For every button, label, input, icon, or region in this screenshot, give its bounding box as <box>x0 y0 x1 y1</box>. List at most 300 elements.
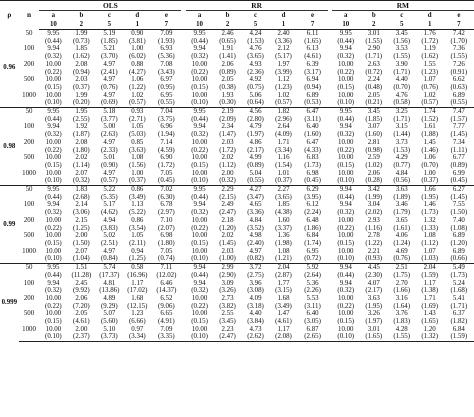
standard-error-cell: (2.51) <box>101 239 118 247</box>
estimate-cell: 9.94 <box>47 201 60 209</box>
standard-error-cell: (0.69) <box>101 99 118 107</box>
estimate-cell: 9.95 <box>39 186 67 194</box>
table-row-standard-errors <box>0 99 474 107</box>
estimate-cell: 6.46 <box>160 279 173 287</box>
n-value: 200 <box>23 216 35 224</box>
estimate-cell: 4.97 <box>103 91 116 99</box>
standard-error-cell: (0.10) <box>337 99 355 107</box>
estimate-cell: 0.93 <box>123 108 151 116</box>
standard-error-cell: (0.91) <box>450 68 468 76</box>
standard-error-cell: (1.61) <box>393 224 411 232</box>
standard-error-cell: (0.20) <box>73 99 90 107</box>
standard-error-cell: (1.56) <box>129 161 146 169</box>
standard-error-cell: (0.44) <box>337 271 355 279</box>
standard-error-cell: (1.22) <box>365 239 383 247</box>
standard-error-cell: (0.10) <box>191 177 208 185</box>
estimate-cell: 10.00 <box>191 294 208 302</box>
estimate-cell: 2.00 <box>75 232 88 240</box>
standard-error-cell: (0.38) <box>219 83 236 91</box>
estimate-cell: 6.13 <box>306 45 319 53</box>
estimate-cell: 1.06 <box>131 76 144 84</box>
estimate-cell: 1.19 <box>423 45 436 53</box>
column-letter-rm: b <box>371 11 376 19</box>
estimate-cell: 4.94 <box>103 216 116 224</box>
n-value: 100 <box>23 201 35 209</box>
estimate-cell: 0.90 <box>131 30 144 37</box>
standard-error-cell: (3.95) <box>304 193 321 201</box>
standard-error-cell: (17.37) <box>99 271 120 279</box>
estimate-cell: 3.42 <box>360 186 388 194</box>
estimate-cell: 3.63 <box>367 294 380 302</box>
standard-error-cell: (0.32) <box>191 131 208 139</box>
standard-error-cell: (0.37) <box>421 177 439 185</box>
standard-error-cell: (1.59) <box>444 333 474 341</box>
standard-error-cell: (1.45) <box>219 239 236 247</box>
standard-error-cell: (0.44) <box>191 115 208 123</box>
column-true-value-rr: 7 <box>298 20 328 30</box>
estimate-cell: 1.05 <box>131 123 144 131</box>
standard-error-cell: (9.06) <box>158 302 175 310</box>
estimate-cell: 10.00 <box>191 216 208 224</box>
standard-error-cell: (1.11) <box>450 146 468 154</box>
table-row-estimates <box>0 232 474 240</box>
estimate-cell: 2.12 <box>277 45 290 53</box>
n-value-spacer <box>19 131 40 139</box>
n-value: 500 <box>23 232 35 240</box>
standard-error-cell: (0.94) <box>73 68 90 76</box>
estimate-cell: 10.00 <box>45 169 62 177</box>
standard-error-cell: (1.73) <box>304 161 321 169</box>
standard-error-cell: (0.48) <box>365 83 383 91</box>
estimate-cell: 1.76 <box>423 30 436 37</box>
n-value: 200 <box>23 60 35 68</box>
estimate-cell: 2.49 <box>221 201 234 209</box>
table-row-estimates <box>0 186 474 194</box>
estimate-cell: 4.73 <box>249 325 262 333</box>
table-row-estimates <box>0 139 474 147</box>
estimate-cell: 7.05 <box>160 169 173 177</box>
n-value-spacer <box>19 240 40 248</box>
estimate-cell: 4.97 <box>103 60 116 68</box>
estimate-cell: 1.06 <box>423 154 436 162</box>
standard-error-cell: (4.61) <box>73 318 90 326</box>
estimate-cell: 6.65 <box>160 310 173 318</box>
standard-error-cell: (0.32) <box>219 177 236 185</box>
standard-error-cell: (1.62) <box>421 53 439 61</box>
standard-error-cell: (0.22) <box>45 146 62 154</box>
estimate-cell: 4.29 <box>395 154 408 162</box>
column-letter-ols: b <box>79 11 84 19</box>
column-letter-rm: d <box>427 11 432 19</box>
standard-error-cell: (3.77) <box>101 115 118 123</box>
estimate-cell: 4.24 <box>249 30 262 37</box>
n-header: n <box>19 1 40 30</box>
table-row-standard-errors <box>0 84 474 92</box>
standard-error-cell: (0.32) <box>45 53 62 61</box>
estimate-cell: 6.48 <box>306 216 319 224</box>
standard-error-cell: (5.36) <box>158 53 175 61</box>
standard-error-cell: (1.16) <box>365 224 383 232</box>
standard-error-cell: (2.09) <box>219 115 236 123</box>
standard-error-cell: (2.33) <box>101 146 118 154</box>
standard-error-cell: (0.76) <box>421 83 439 91</box>
standard-error-cell: (1.55) <box>393 53 411 61</box>
group-header-rm: RM <box>332 1 474 11</box>
estimate-cell: 10.00 <box>191 325 208 333</box>
standard-error-cell: (9.92) <box>73 287 90 295</box>
estimate-cell: 10.00 <box>338 60 354 68</box>
standard-error-cell: (0.72) <box>365 68 383 76</box>
standard-error-cell: (4.33) <box>304 146 321 154</box>
n-value: 500 <box>23 76 35 84</box>
column-true-value-rm: 5 <box>388 20 416 30</box>
standard-error-cell: (2.47) <box>214 333 242 341</box>
rho-value: 0.96 <box>3 64 16 72</box>
standard-error-cell: (2.87) <box>275 271 292 279</box>
standard-error-cell: (3.49) <box>275 302 292 310</box>
estimate-cell: 9.94 <box>186 264 214 272</box>
table-row-estimates <box>0 248 474 256</box>
standard-error-cell: (1.73) <box>421 209 439 217</box>
table-row-standard-errors <box>0 255 474 263</box>
standard-error-cell: (1.94) <box>158 131 175 139</box>
standard-error-cell: (1.14) <box>73 161 90 169</box>
standard-error-cell: (4.61) <box>275 318 292 326</box>
estimate-cell: 10.00 <box>338 294 354 302</box>
table-row-standard-errors <box>0 177 474 185</box>
standard-error-cell: (0.32) <box>45 131 62 139</box>
table-row-standard-errors <box>0 53 474 61</box>
standard-error-cell: (3.63) <box>129 146 146 154</box>
estimate-cell: 3.01 <box>367 325 380 333</box>
estimate-cell: 2.23 <box>221 325 234 333</box>
estimate-cell: 2.05 <box>367 91 380 99</box>
standard-error-cell: (0.89) <box>247 161 264 169</box>
standard-error-cell: (1.99) <box>365 193 383 201</box>
n-value: 500 <box>23 310 35 318</box>
standard-error-cell: (1.72) <box>158 161 175 169</box>
estimate-cell: 5.49 <box>444 264 474 272</box>
table-row-estimates <box>0 92 474 100</box>
estimate-cell: 6.47 <box>306 138 319 146</box>
column-letter-rm: a <box>344 11 348 19</box>
standard-error-cell: (1.32) <box>416 333 444 341</box>
standard-error-cell: (0.32) <box>73 177 90 185</box>
estimate-cell: 1.17 <box>277 325 290 333</box>
standard-error-cell: (0.22) <box>191 68 208 76</box>
estimate-cell: 1.02 <box>423 91 436 99</box>
standard-error-cell: (1.87) <box>73 131 90 139</box>
standard-error-cell: (3.35) <box>151 333 181 341</box>
standard-error-cell: (2.24) <box>304 209 321 217</box>
estimate-cell: 4.07 <box>367 279 380 287</box>
estimate-cell: 9.94 <box>47 123 60 131</box>
estimate-cell: 9.94 <box>193 279 206 287</box>
standard-error-cell: (12.02) <box>156 271 177 279</box>
estimate-cell: 6.62 <box>452 76 465 84</box>
estimate-cell: 5.24 <box>452 279 465 287</box>
standard-error-cell: (2.17) <box>247 146 264 154</box>
standard-error-cell: (2.71) <box>129 115 146 123</box>
standard-error-cell: (0.32) <box>191 53 208 61</box>
standard-error-cell: (1.71) <box>393 115 411 123</box>
estimate-cell: 10.00 <box>338 76 354 84</box>
standard-error-cell: (1.70) <box>450 37 468 45</box>
estimate-cell: 1.08 <box>423 232 436 240</box>
n-value-spacer <box>19 84 40 92</box>
estimate-cell: 9.95 <box>39 264 67 272</box>
estimate-cell: 10.00 <box>191 247 208 255</box>
standard-error-cell: (0.57) <box>275 99 292 107</box>
estimate-cell: 6.87 <box>306 325 319 333</box>
standard-error-cell: (1.45) <box>450 193 468 201</box>
n-value: 100 <box>23 45 35 53</box>
standard-error-cell: (1.97) <box>247 131 264 139</box>
standard-error-cell: (3.34) <box>123 333 151 341</box>
table-row-estimates <box>0 264 474 272</box>
estimate-cell: 7.55 <box>452 201 465 209</box>
estimate-cell: 4.97 <box>249 247 262 255</box>
standard-error-cell: (2.97) <box>158 209 175 217</box>
standard-error-cell: (0.32) <box>337 53 355 61</box>
standard-error-cell: (9.29) <box>101 302 118 310</box>
table-row-estimates <box>0 326 474 334</box>
estimate-cell: 1.20 <box>423 325 436 333</box>
standard-error-cell: (5.22) <box>129 209 146 217</box>
estimate-cell: 5.74 <box>95 264 123 272</box>
standard-error-cell: (0.32) <box>191 287 208 295</box>
estimate-cell: 10.00 <box>191 232 208 240</box>
standard-error-cell: (0.10) <box>186 333 214 341</box>
estimate-cell: 4.97 <box>103 169 116 177</box>
table-row-standard-errors <box>0 147 474 155</box>
standard-error-cell: (0.15) <box>191 318 208 326</box>
standard-error-cell: (1.93) <box>158 37 175 45</box>
n-value: 200 <box>23 294 35 302</box>
standard-error-cell: (2.41) <box>101 68 118 76</box>
estimate-cell: 1.77 <box>277 279 290 287</box>
standard-error-cell: (1.95) <box>365 302 383 310</box>
standard-error-cell: (3.83) <box>101 224 118 232</box>
standard-error-cell: (3.73) <box>95 333 123 341</box>
estimate-cell: 5.92 <box>298 264 328 272</box>
estimate-cell: 2.46 <box>221 30 234 37</box>
estimate-cell: 7.40 <box>452 216 465 224</box>
rho-value: 0.98 <box>0 108 19 186</box>
estimate-cell: 4.97 <box>103 247 116 255</box>
standard-error-cell: (1.56) <box>393 37 411 45</box>
standard-error-cell: (14.37) <box>156 287 177 295</box>
standard-error-cell: (2.68) <box>73 193 90 201</box>
standard-error-cell: (0.15) <box>45 318 62 326</box>
standard-error-cell: (1.04) <box>73 255 90 263</box>
estimate-cell: 1.93 <box>221 91 234 99</box>
standard-error-cell: (3.81) <box>129 37 146 45</box>
estimate-cell: 0.86 <box>123 186 151 194</box>
estimate-cell: 2.21 <box>367 247 380 255</box>
estimate-cell: 6.98 <box>306 169 319 177</box>
estimate-cell: 10.00 <box>191 76 208 84</box>
table-row-standard-errors <box>0 162 474 170</box>
estimate-cell: 1.16 <box>277 154 290 162</box>
estimate-cell: 2.40 <box>277 30 290 37</box>
standard-error-cell: (0.72) <box>304 255 321 263</box>
table-row-standard-errors <box>0 131 474 139</box>
standard-error-cell: (3.43) <box>158 68 175 76</box>
estimate-cell: 4.84 <box>395 169 408 177</box>
estimate-cell: 2.34 <box>221 123 234 131</box>
estimate-cell: 9.94 <box>193 123 206 131</box>
standard-error-cell: (0.15) <box>45 239 62 247</box>
standard-error-cell: (0.98) <box>365 146 383 154</box>
column-letter-ols: c <box>107 11 111 19</box>
estimate-cell: 0.58 <box>123 264 151 272</box>
standard-error-cell: (1.60) <box>304 131 321 139</box>
estimate-cell: 10.00 <box>338 216 354 224</box>
column-letter-rm: c <box>400 11 404 19</box>
column-true-value-rm: 2 <box>360 20 388 30</box>
standard-error-cell: (0.57) <box>101 177 118 185</box>
estimate-cell: 10.00 <box>338 247 354 255</box>
table-row-standard-errors <box>0 116 474 124</box>
standard-error-cell: (0.44) <box>45 271 62 279</box>
estimate-cell: 10.00 <box>45 76 62 84</box>
subcolumn-values-row <box>0 20 474 30</box>
estimate-cell: 6.89 <box>452 247 465 255</box>
standard-error-cell: (1.98) <box>275 239 292 247</box>
estimate-cell: 0.94 <box>131 247 144 255</box>
standard-error-cell: (1.55) <box>450 53 468 61</box>
estimate-cell: 4.98 <box>249 232 262 240</box>
column-letter-rr: a <box>197 11 202 19</box>
estimate-cell: 2.64 <box>277 123 290 131</box>
estimate-cell: 2.07 <box>75 169 88 177</box>
standard-error-cell: (3.45) <box>219 318 236 326</box>
standard-error-cell: (2.75) <box>247 271 264 279</box>
standard-error-cell: (0.74) <box>158 255 175 263</box>
standard-error-cell: (1.71) <box>393 68 411 76</box>
standard-error-cell: (0.10) <box>45 99 62 107</box>
estimate-cell: 7.05 <box>160 247 173 255</box>
estimate-cell: 2.02 <box>75 154 88 162</box>
estimate-cell: 6.97 <box>160 76 173 84</box>
column-true-value-rr: 5 <box>242 20 270 30</box>
standard-error-cell: (3.36) <box>247 209 264 217</box>
estimate-cell: 3.45 <box>395 30 408 37</box>
estimate-cell: 5.22 <box>95 186 123 194</box>
estimate-cell: 1.51 <box>67 264 95 272</box>
estimate-cell: 3.53 <box>395 45 408 53</box>
n-value-spacer <box>19 255 40 263</box>
standard-error-cell: (3.34) <box>275 146 292 154</box>
estimate-cell: 6.40 <box>306 310 319 318</box>
standard-error-cell: (2.17) <box>365 287 383 295</box>
estimate-cell: 1.13 <box>131 201 144 209</box>
column-letter-ols: a <box>51 11 56 19</box>
standard-error-cell: (2.02) <box>365 209 383 217</box>
standard-error-cell: (3.37) <box>275 224 292 232</box>
standard-error-cell: (5.35) <box>101 193 118 201</box>
standard-error-cell: (4.91) <box>158 318 175 326</box>
estimate-cell: 4.45 <box>360 264 388 272</box>
standard-error-cell: (0.45) <box>158 177 175 185</box>
estimate-cell: 4.99 <box>249 154 262 162</box>
estimate-cell: 10.00 <box>191 138 208 146</box>
estimate-cell: 3.76 <box>395 310 408 318</box>
estimate-cell: 7.11 <box>151 264 181 272</box>
standard-error-cell: (1.21) <box>275 255 292 263</box>
estimate-cell: 4.65 <box>249 201 262 209</box>
column-true-value-ols: 1 <box>123 20 151 30</box>
estimate-cell: 2.06 <box>75 294 88 302</box>
standard-error-cell: (5.60) <box>101 318 118 326</box>
estimate-cell: 10.00 <box>338 138 354 146</box>
estimate-cell: 5.21 <box>103 45 116 53</box>
estimate-cell: 1.07 <box>423 247 436 255</box>
estimate-cell: 10.00 <box>45 232 62 240</box>
standard-error-cell: (1.80) <box>158 239 175 247</box>
estimate-cell: 6.52 <box>160 294 173 302</box>
estimate-cell: 1.74 <box>416 108 444 116</box>
n-value-spacer <box>19 287 40 295</box>
estimate-cell: 10.00 <box>45 325 62 333</box>
estimate-cell: 2.99 <box>214 264 242 272</box>
table-row-estimates <box>0 295 474 303</box>
estimate-cell: 7.34 <box>452 138 465 146</box>
standard-error-cell: (0.22) <box>337 224 355 232</box>
estimate-cell: 6.96 <box>160 123 173 131</box>
estimate-cell: 1.91 <box>221 45 234 53</box>
standard-error-cell: (0.32) <box>191 209 208 217</box>
column-true-value-ols: 7 <box>151 20 181 30</box>
standard-error-cell: (1.54) <box>275 161 292 169</box>
n-value-spacer <box>19 69 40 77</box>
standard-error-cell: (0.82) <box>247 255 264 263</box>
table-row-estimates <box>0 170 474 178</box>
standard-error-cell: (0.37) <box>73 83 90 91</box>
n-value-spacer <box>19 225 40 233</box>
standard-error-cell: (4.38) <box>275 209 292 217</box>
standard-error-cell: (1.59) <box>421 271 439 279</box>
n-value-spacer <box>19 194 40 202</box>
n-value-spacer <box>19 177 40 185</box>
n-value-spacer <box>19 209 40 217</box>
standard-error-cell: (0.64) <box>247 99 264 107</box>
estimate-cell: 2.73 <box>221 294 234 302</box>
standard-error-cell: (6.30) <box>158 193 175 201</box>
estimate-cell: 5.19 <box>103 30 116 37</box>
standard-error-cell: (0.15) <box>45 83 62 91</box>
standard-error-cell: (1.66) <box>393 287 411 295</box>
column-letter-rr: b <box>225 11 230 19</box>
n-value: 50 <box>25 29 33 37</box>
estimate-cell: 3.72 <box>242 264 270 272</box>
estimate-cell: 4.27 <box>242 186 270 194</box>
n-value-spacer <box>19 318 40 326</box>
n-value-spacer <box>19 116 40 124</box>
estimate-cell: 1.99 <box>75 91 88 99</box>
standard-error-cell: (1.95) <box>421 193 439 201</box>
table-row-standard-errors <box>0 194 474 202</box>
standard-error-cell: (1.55) <box>388 333 416 341</box>
estimate-cell: 6.98 <box>160 232 173 240</box>
estimate-cell: 0.86 <box>131 216 144 224</box>
standard-error-cell: (3.06) <box>73 209 90 217</box>
standard-error-cell: (1.82) <box>450 318 468 326</box>
estimate-cell: 1.61 <box>423 123 436 131</box>
estimate-cell: 6.47 <box>298 108 328 116</box>
estimate-cell: 10.00 <box>45 154 62 162</box>
